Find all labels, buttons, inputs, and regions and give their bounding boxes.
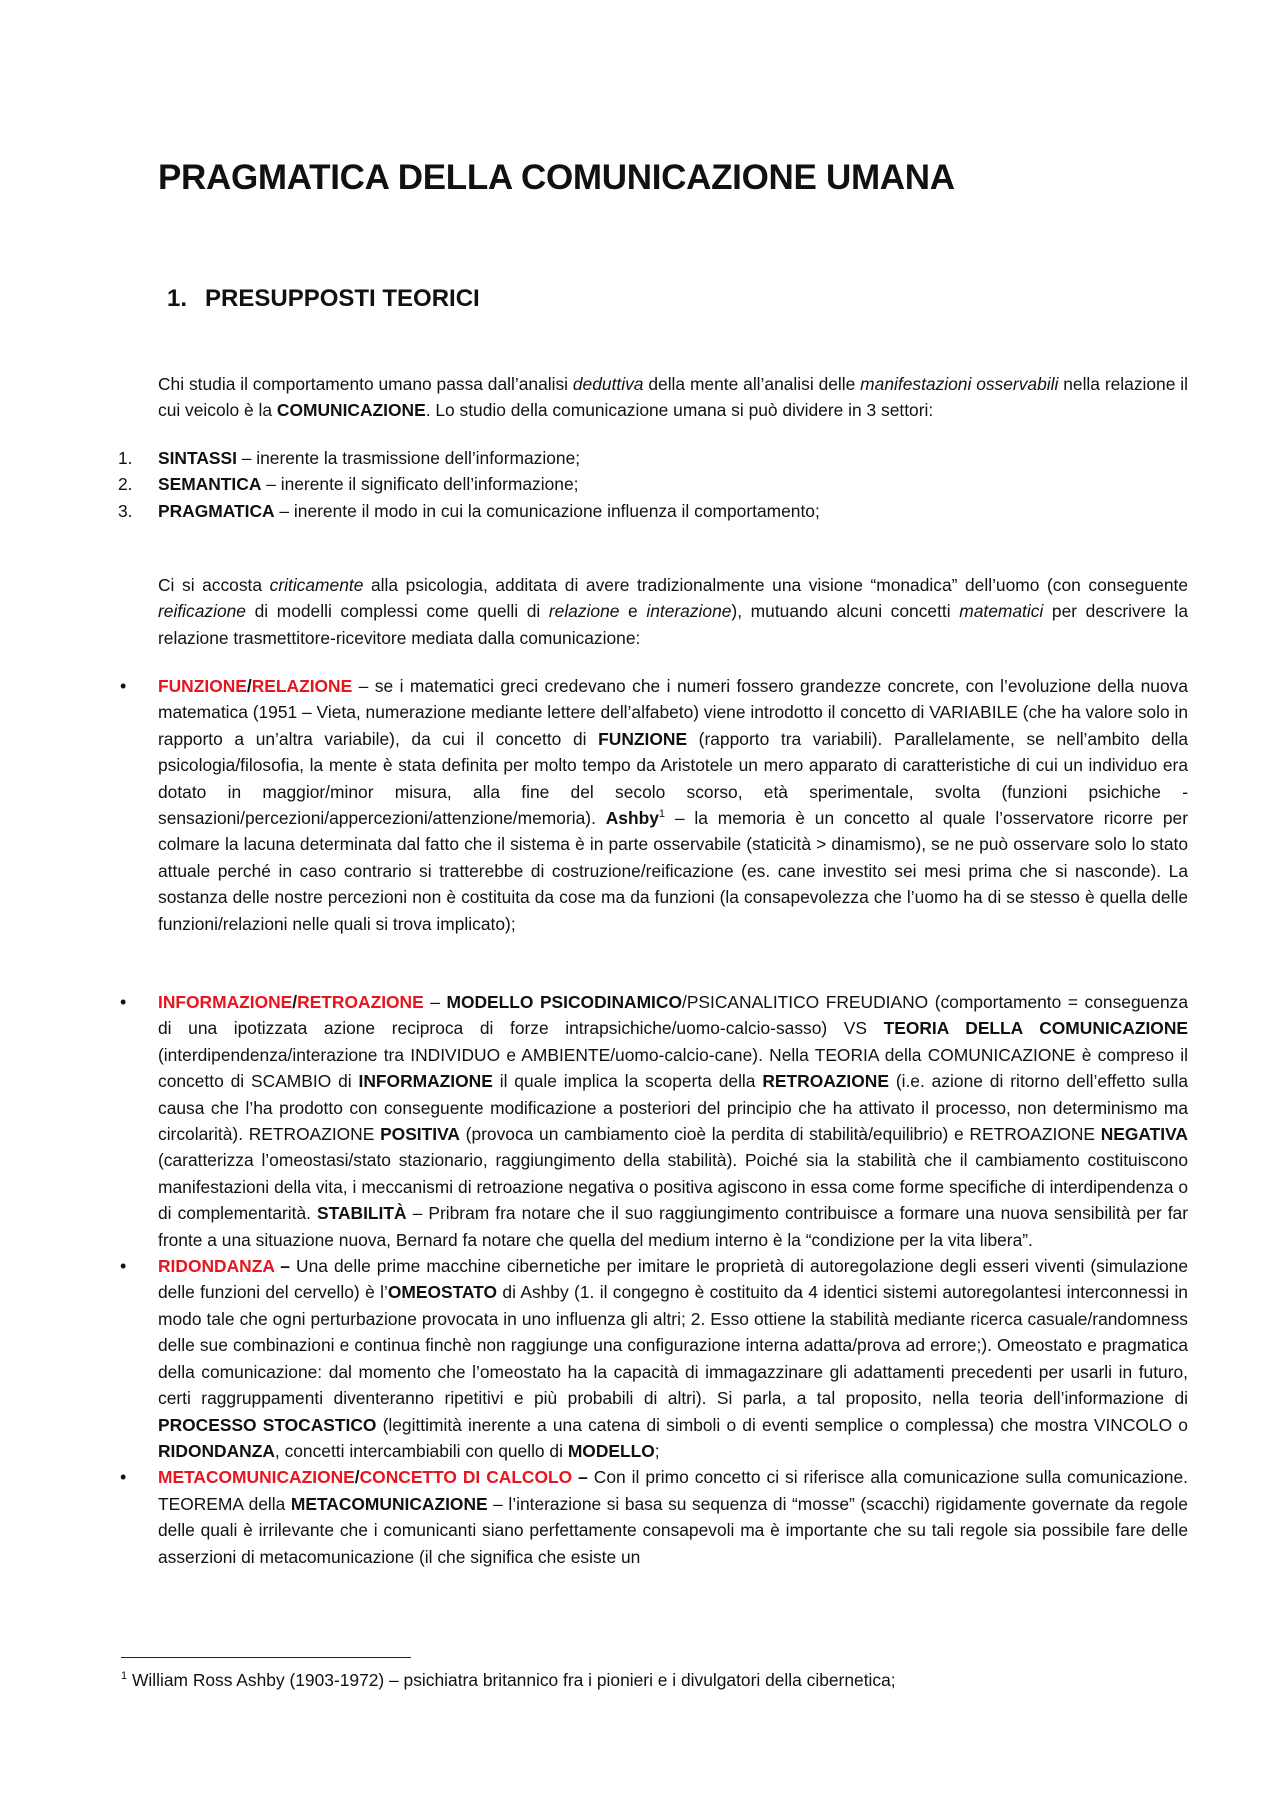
list-marker: 2.: [118, 474, 133, 495]
para-italic: reificazione: [158, 601, 246, 622]
list-marker: 3.: [118, 500, 133, 521]
para-italic: relazione: [548, 601, 620, 622]
bullet-metacomunicazione: [118, 1464, 1188, 1570]
bold-term: RIDONDANZA: [158, 1440, 275, 1461]
intro-italic: deduttiva: [572, 374, 644, 394]
key-term: METACOMUNICAZIONE: [158, 1467, 355, 1488]
para-text: di modelli complessi come quelli di: [245, 601, 549, 622]
para-text: e: [619, 601, 647, 622]
bold-term: FUNZIONE: [598, 728, 688, 749]
bullet-funzione-relazione: [118, 673, 1188, 937]
sector-desc: – inerente il significato dell’informazione;: [261, 474, 579, 495]
bullet-icon: •: [120, 1256, 127, 1277]
bold-term: POSITIVA: [380, 1124, 460, 1145]
intro-text: della mente all’analisi delle: [643, 374, 861, 394]
sector-term: SINTASSI: [158, 448, 237, 468]
bullet-text: (legittimità inerente a una catena di simboli o di eventi semplice o complessa) che mostra VINCOLO o: [376, 1414, 1188, 1435]
footnote: [121, 1668, 896, 1692]
bullet-text: – la memoria è un concetto al quale l’osservatore ricorre per colmare la lacuna determinata dal fatto che il sistema è in parte osservabile (staticità > dinamismo), se ne può osservare solo lo stato attuale perché in caso contrario si tratterebbe di costruzione/reificazione (es. cane investito sei mesi prima che si nasconde). La sostanza delle nostre percezioni non è costituita da cose ma da funzioni (la consapevolezza che l’uomo ha di se stesso è quella delle funzioni/relazioni nelle quali si trova implicato);: [158, 808, 1189, 934]
bold-term: RETROAZIONE: [762, 1071, 889, 1092]
key-term: CONCETTO DI CALCOLO: [359, 1467, 573, 1488]
section-heading: [167, 285, 480, 313]
para-italic: matematici: [959, 601, 1044, 622]
bullet-icon: •: [120, 992, 127, 1012]
bold-term: MODELLO PSICODINAMICO: [446, 992, 682, 1012]
page-title: PRAGMATICA DELLA COMUNICAZIONE UMANA: [158, 158, 955, 197]
bold-term: Ashby: [605, 808, 659, 829]
intro-bold: COMUNICAZIONE: [276, 400, 426, 421]
para-italic: interazione: [646, 601, 732, 622]
list-item: [118, 471, 1188, 497]
bullet-text: /PSICANALITICO FREUDIANO (comportamento = conseguenza di una ipotizzata azione reciproca di forze intrapsichiche/uomo-calcio-sasso) VS: [158, 992, 1188, 1039]
approach-paragraph: [158, 572, 1188, 651]
bullet-text: – se i matematici greci credevano che i numeri fossero grandezze concrete, con l’evoluzione della nuova matematica (1951 – Vieta, numerazione mediante lettere dell’alfabeto) viene introdotto il concetto di VARIABILE (che ha valore solo in rapporto a un’altra variabile), da cui il concetto di: [158, 676, 1188, 749]
bullet-text: – l’interazione si basa su sequenza di “mosse” (scacchi) rigidamente governate da regole delle quali è irrilevante che i comunicanti siano perfettamente consapevoli ma è importante che su tali regole sia possibile fare delle asserzioni di metacomunicazione (il che significa che esiste un: [158, 1493, 1188, 1567]
bullet-text: Una delle prime macchine cibernetiche per imitare le proprietà di autoregolazione degli esseri viventi (simulazione delle funzioni del cervello) è l’: [158, 1256, 1188, 1303]
bullet-text: (rapporto tra variabili). Parallelamente, se nell’ambito della psicologia/filosofia, la mente è stata definita per molto tempo da Aristotele un mero apparato di caratteristiche di cui un individuo era dotato in maggior/minor misura, alla fine del secolo scorso, età sperimentale, svolta (funzioni psichiche - sensazioni/percezioni/appercezioni/attenzione/memoria).: [158, 728, 1188, 829]
sector-term: SEMANTICA: [158, 474, 262, 495]
bullet-text: (i.e. azione di ritorno dell’effetto sulla causa che l’ha prodotto con conseguente modificazione a posteriori del principio che ha attivato il processo, non determinismo ma circolarità). RETROAZIONE: [158, 1071, 1188, 1145]
sector-desc: – inerente la trasmissione dell’informazione;: [236, 448, 581, 468]
bullet-icon: •: [120, 676, 127, 696]
separator: /: [354, 1467, 360, 1488]
list-item: [118, 445, 1188, 471]
bold-term: OMEOSTATO: [387, 1282, 498, 1303]
section-title: PRESUPPOSTI TEORICI: [205, 285, 480, 312]
bullet-informazione-retroazione: [118, 989, 1188, 1253]
key-term: RELAZIONE: [251, 676, 353, 696]
bullet-icon: •: [120, 1467, 127, 1488]
intro-text: nella relazione il cui veicolo è la: [158, 374, 1188, 421]
bullet-text: Con il primo concetto ci si riferisce alla comunicazione sulla comunicazione. TEOREMA della: [158, 1467, 1188, 1514]
list-marker: 1.: [118, 448, 133, 468]
concepts-list-a: [118, 673, 1188, 937]
footnote-number: 1: [121, 1670, 128, 1683]
bullet-text: ;: [654, 1440, 660, 1461]
list-item: [118, 498, 1188, 524]
bullet-text: – Pribram fra notare che il suo raggiungimento contribuisce a formare una nuova sensibilità per far fronte a una situazione nuova, Bernard fa notare che quella del medium interno è la “condizione per la vita libera”.: [158, 1203, 1188, 1250]
intro-text: . Lo studio della comunicazione umana si può dividere in 3 settori:: [425, 400, 934, 421]
key-term: RIDONDANZA: [158, 1256, 275, 1277]
intro-paragraph: [158, 371, 1188, 424]
sector-desc: – inerente il modo in cui la comunicazione influenza il comportamento;: [274, 500, 820, 521]
separator: /: [292, 992, 298, 1012]
para-text: alla psicologia, additata di avere tradizionalmente una visione “monadica” dell’uomo (con conseguente: [363, 575, 1189, 595]
bullet-text: –: [423, 992, 447, 1012]
footnote-text: William Ross Ashby (1903-1972) – psichiatra britannico fra i pionieri e i divulgatori della cibernetica;: [127, 1670, 896, 1690]
bold-term: METACOMUNICAZIONE: [290, 1493, 488, 1514]
key-term: RETROAZIONE: [297, 992, 424, 1012]
bullet-ridondanza: [118, 1253, 1188, 1464]
key-term: INFORMAZIONE: [158, 992, 293, 1012]
section-number: 1.: [167, 285, 188, 312]
separator: –: [274, 1256, 290, 1277]
footnote-ref[interactable]: 1: [658, 808, 666, 821]
bold-term: INFORMAZIONE: [358, 1071, 493, 1092]
concepts-list-b: [118, 989, 1188, 1570]
intro-italic: manifestazioni osservabili: [860, 374, 1059, 394]
bullet-text: (interdipendenza/interazione tra INDIVIDUO e AMBIENTE/uomo-calcio-cane). Nella TEORIA della COMUNICAZIONE è compreso il concetto di SCAMBIO di: [158, 1044, 1188, 1092]
sector-term: PRAGMATICA: [158, 500, 275, 521]
para-italic: criticamente: [269, 575, 364, 595]
separator: –: [572, 1467, 588, 1488]
bold-term: TEORIA DELLA COMUNICAZIONE: [883, 1018, 1188, 1039]
separator: /: [246, 676, 252, 696]
bullet-text: di Ashby (1. il congegno è costituito da 4 identici sistemi autoregolantesi interconnessi in modo tale che ogni perturbazione provocata in uno influenza gli altri; 2. Esso ottiene la stabilità mediante ricerca casuale/randomness delle sue combinazioni e continua finchè non raggiunge una configurazione interna adatta/prova ad errore;). Omeostato e pragmatica della comunicazione: dal momento che l’omeostato ha la capacità di immagazzinare gli adattamenti precedenti per usarli in futuro, certi raggruppamenti diventeranno ripetitivi e più probabili di altri). Si parla, a tal proposito, nella teoria dell’informazione di: [158, 1282, 1188, 1409]
footnote-divider: [121, 1657, 411, 1658]
bold-term: STABILITÀ: [317, 1203, 407, 1224]
key-term: FUNZIONE: [158, 676, 247, 696]
bullet-text: (provoca un cambiamento cioè la perdita di stabilità/equilibrio) e RETROAZIONE: [459, 1124, 1101, 1145]
intro-text: Chi studia il comportamento umano passa dall’analisi: [158, 374, 573, 394]
bullet-text: , concetti intercambiabili con quello di: [274, 1440, 568, 1461]
bold-term: NEGATIVA: [1100, 1124, 1188, 1145]
bold-term: MODELLO: [567, 1440, 655, 1461]
bold-term: PROCESSO STOCASTICO: [158, 1414, 377, 1435]
para-text: Ci si accosta: [158, 575, 270, 595]
para-text: ), mutuando alcuni concetti: [731, 601, 960, 622]
para-text: per descrivere la relazione trasmettitore-ricevitore mediata dalla comunicazione:: [158, 601, 1189, 648]
bullet-text: il quale implica la scoperta della: [492, 1071, 763, 1092]
sectors-list: [118, 445, 1188, 524]
bullet-text: (caratterizza l’omeostasi/stato stazionario, raggiungimento della stabilità). Poiché sia la stabilità che il cambiamento costituiscono manifestazioni della vita, i meccanismi di retroazione negativa o positiva agiscono in essa come forme specifiche di interdipendenza o di complementarità.: [158, 1150, 1188, 1224]
